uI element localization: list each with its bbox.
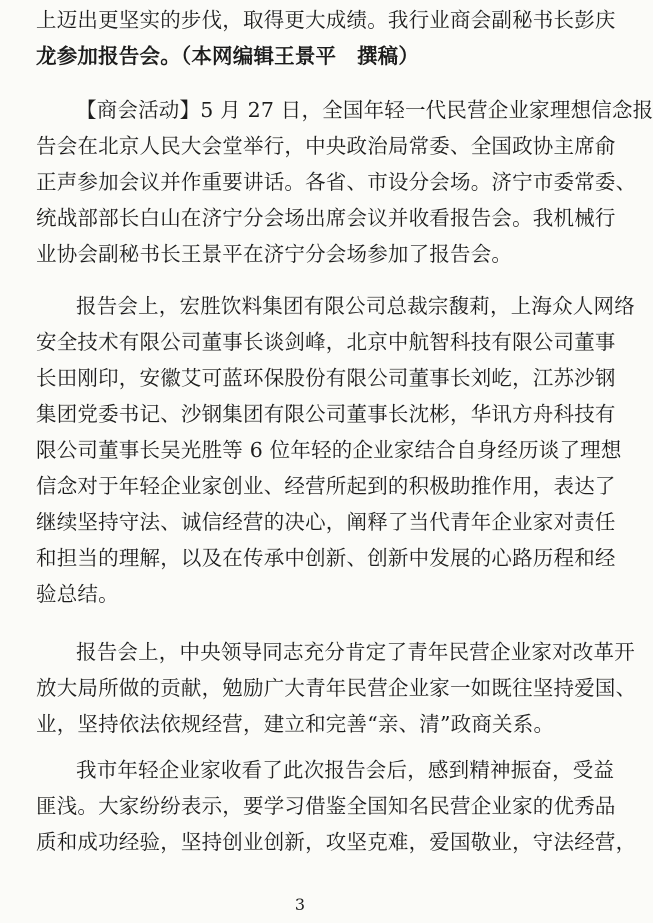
page-number: 3	[294, 895, 306, 914]
text-line: 正声参加会议并作重要讲话。各省、市设分会场。济宁市委常委、	[36, 170, 637, 194]
text-line: 集团党委书记、沙钢集团有限公司董事长沈彬，华讯方舟科技有	[36, 402, 616, 426]
text-line: 限公司董事长吴光胜等 6 位年轻的企业家结合自身经历谈了理想	[36, 438, 622, 462]
text-line: 业协会副秘书长王景平在济宁分会场参加了报告会。	[36, 242, 513, 266]
text-line: 匪浅。大家纷纷表示，要学习借鉴全国知名民营企业家的优秀品	[36, 794, 616, 818]
text-block-3	[36, 288, 635, 612]
text-line: 放大局所做的贡献，勉励广大青年民营企业家一如既往坚持爱国、	[36, 676, 637, 700]
text-line: 【商会活动】5 月 27 日，全国年轻一代民营企业家理想信念报	[76, 98, 653, 122]
text-block-1	[36, 2, 616, 74]
text-line: 验总结。	[36, 582, 119, 606]
text-line: 和担当的理解，以及在传承中创新、创新中发展的心路历程和经	[36, 546, 616, 570]
text-line: 我市年轻企业家收看了此次报告会后，感到精神振奋，受益	[76, 758, 615, 782]
text-line: 质和成功经验，坚持创业创新，攻坚克难，爱国敬业，守法经营，	[36, 830, 637, 854]
text-line: 长田刚印，安徽艾可蓝环保股份有限公司董事长刘屹，江苏沙钢	[36, 366, 616, 390]
text-block-4	[36, 634, 637, 742]
text-line: 上迈出更坚实的步伐，取得更大成绩。我行业商会副秘书长彭庆	[36, 8, 616, 32]
text-line: 安全技术有限公司董事长谈剑峰，北京中航智科技有限公司董事	[36, 330, 616, 354]
text-line: 统战部部长白山在济宁分会场出席会议并收看报告会。我机械行	[36, 206, 616, 230]
text-line: 报告会上，宏胜饮料集团有限公司总裁宗馥莉，上海众人网络	[76, 294, 635, 318]
text-block-2	[36, 92, 653, 272]
text-line: 告会在北京人民大会堂举行，中央政治局常委、全国政协主席俞	[36, 134, 616, 158]
text-line: 信念对于年轻企业家创业、经营所起到的积极助推作用，表达了	[36, 474, 616, 498]
text-line: 业，坚持依法依规经营，建立和完善“亲、清”政商关系。	[36, 712, 555, 736]
text-block-5	[36, 752, 637, 860]
text-line: 龙参加报告会。（本网编辑王景平 撰稿）	[36, 44, 420, 68]
text-line: 报告会上，中央领导同志充分肯定了青年民营企业家对改革开	[76, 640, 635, 664]
text-line: 继续坚持守法、诚信经营的决心，阐释了当代青年企业家对责任	[36, 510, 616, 534]
